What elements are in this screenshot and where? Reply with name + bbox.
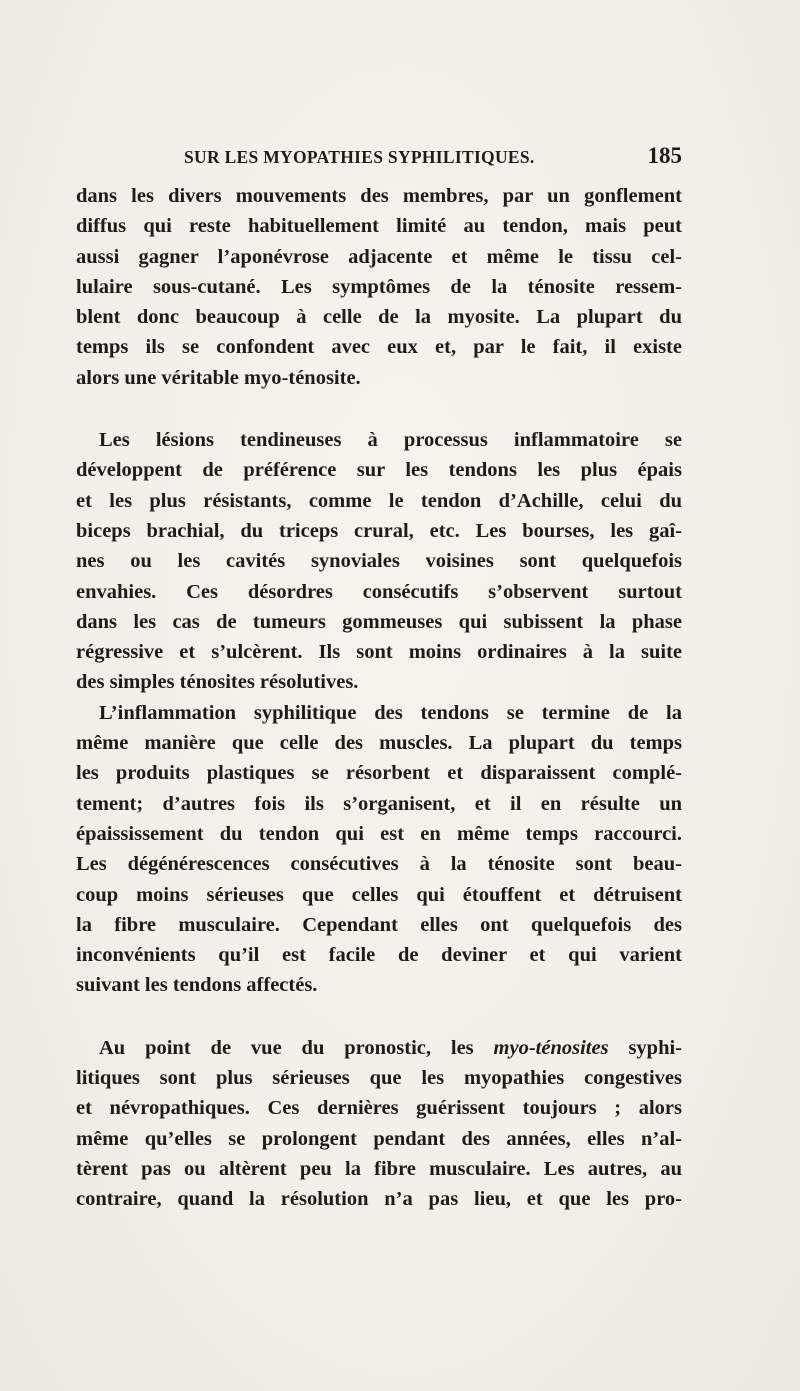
running-head: SUR LES MYOPATHIES SYPHILITIQUES. xyxy=(184,147,535,167)
text-line: litiques sont plus sérieuses que les myopathies congestives xyxy=(76,1067,682,1090)
text-line: lulaire sous-cutané. Les symptômes de la ténosite ressem- xyxy=(76,275,682,298)
italic-term: myo-ténosites xyxy=(493,1036,609,1059)
text-line: envahies. Ces désordres consécutifs s’observent surtout xyxy=(76,580,682,603)
text-line: Les lésions tendineuses à processus inflammatoire se xyxy=(99,429,682,452)
page-header xyxy=(76,143,682,173)
paragraph-1 xyxy=(76,181,682,393)
text-line: inconvénients qu’il est facile de deviner et qui varient xyxy=(76,944,682,967)
text-line: aussi gagner l’aponévrose adjacente et même le tissu cel- xyxy=(76,245,682,268)
body-text xyxy=(76,181,682,1215)
text-line: dans les cas de tumeurs gommeuses qui subissent la phase xyxy=(76,610,682,633)
text-line: blent donc beaucoup à celle de la myosite. La plupart du xyxy=(76,306,682,329)
text-line: contraire, quand la résolution n’a pas lieu, et que les pro- xyxy=(76,1188,682,1211)
text-line: nes ou les cavités synoviales voisines sont quelquefois xyxy=(76,550,682,573)
text-line: même manière que celle des muscles. La plupart du temps xyxy=(76,732,682,755)
text-line: alors une véritable myo-ténosite. xyxy=(76,366,361,389)
paragraph-4 xyxy=(76,1033,682,1215)
text-line: les produits plastiques se résorbent et disparaissent complé- xyxy=(76,762,682,785)
paragraph-2 xyxy=(76,425,682,698)
text-line: L’inflammation syphilitique des tendons se termine de la xyxy=(99,701,682,724)
text-line: même qu’elles se prolongent pendant des années, elles n’al- xyxy=(76,1127,682,1150)
text-line: dans les divers mouvements des membres, par un gonflement xyxy=(76,185,682,207)
text-line: tement; d’autres fois ils s’organisent, et il en résulte un xyxy=(76,792,682,815)
text-line: temps ils se confondent avec eux et, par le fait, il existe xyxy=(76,336,682,359)
text-line: biceps brachial, du triceps crural, etc. Les bourses, les gaî- xyxy=(76,519,682,542)
page-number: 185 xyxy=(647,143,682,168)
text-line: et les plus résistants, comme le tendon d’Achille, celui du xyxy=(76,489,682,512)
paragraph-3 xyxy=(76,698,682,1001)
text-line: des simples ténosites résolutives. xyxy=(76,671,359,694)
text-line: suivant les tendons affectés. xyxy=(76,974,318,997)
text-line: coup moins sérieuses que celles qui étouffent et détruisent xyxy=(76,883,682,906)
text-line: épaississement du tendon qui est en même temps raccourci. xyxy=(76,822,682,845)
text-line: tèrent pas ou altèrent peu la fibre musculaire. Les autres, au xyxy=(76,1157,682,1180)
text-line: développent de préférence sur les tendons les plus épais xyxy=(76,459,682,482)
text-run: syphi- xyxy=(628,1036,682,1059)
text-line: la fibre musculaire. Cependant elles ont quelquefois des xyxy=(76,913,682,936)
text-line: régressive et s’ulcèrent. Ils sont moins ordinaires à la suite xyxy=(76,641,682,664)
text-line: Les dégénérescences consécutives à la ténosite sont beau- xyxy=(76,853,682,876)
text-line: et névropathiques. Ces dernières guérissent toujours ; alors xyxy=(76,1097,682,1120)
text-line: diffus qui reste habituellement limité au tendon, mais peut xyxy=(76,215,682,238)
text-line-with-italic xyxy=(76,1033,682,1063)
text-run: Au point de vue du pronostic, les xyxy=(99,1036,474,1059)
